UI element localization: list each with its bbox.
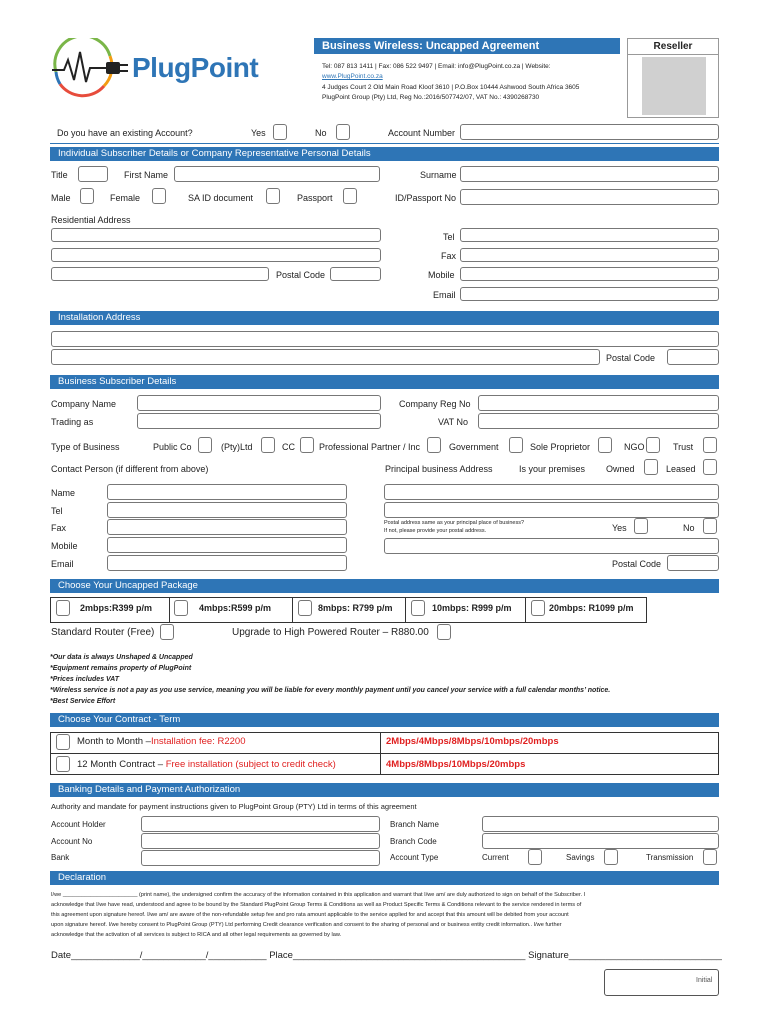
declaration-line-1: I/we ________________________ (print name), the undersigned confirm the accuracy of the information contained in this application and warrant that I/we am/ are duly authorized to sign on behalf of the Subscriber. I <box>51 892 586 898</box>
current-label: Current <box>482 853 509 862</box>
package-divider <box>405 598 406 622</box>
logo <box>50 38 310 98</box>
leased-checkbox[interactable] <box>703 459 717 475</box>
account-holder-input[interactable] <box>141 816 380 832</box>
declaration-line-5: acknowledge that the activation of all services is subject to RICA and all other legal requirements as governed by law. <box>51 932 342 938</box>
contact-tel-label: Tel <box>51 506 63 516</box>
section-individual: Individual Subscriber Details or Company Representative Personal Details <box>50 147 719 161</box>
account-holder-label: Account Holder <box>51 820 106 829</box>
standard-router-label: Standard Router (Free) <box>51 627 155 638</box>
business-postal-code-input[interactable] <box>667 555 719 571</box>
existing-account-yes-checkbox[interactable] <box>273 124 287 140</box>
id-passport-no-input[interactable] <box>460 189 719 205</box>
postal-address-line-1[interactable] <box>384 538 719 554</box>
postal-same-yes-checkbox[interactable] <box>634 518 648 534</box>
leased-label: Leased <box>666 464 696 474</box>
postal-same-yes-label: Yes <box>612 523 627 533</box>
type-pty-ltd-label: (Pty)Ltd <box>221 442 253 452</box>
page-title: Business Wireless: Uncapped Agreement <box>322 40 540 52</box>
sa-id-label: SA ID document <box>188 193 254 203</box>
package-8mbps-checkbox[interactable] <box>298 600 312 616</box>
mobile-label: Mobile <box>428 270 455 280</box>
contact-email-input[interactable] <box>107 555 347 571</box>
12-month-text: 12 Month Contract – <box>77 759 166 770</box>
12-month-checkbox[interactable] <box>56 756 70 772</box>
company-name-label: Company Name <box>51 399 117 409</box>
postal-same-note-1: Postal address same as your principal place of business? <box>384 520 525 526</box>
contact-name-label: Name <box>51 488 76 498</box>
package-2mbps-checkbox[interactable] <box>56 600 70 616</box>
package-10mbps-checkbox[interactable] <box>411 600 425 616</box>
12-month-fee: Free installation (subject to credit check) <box>165 759 336 770</box>
note-3: *Prices includes VAT <box>50 676 119 683</box>
note-1: *Our data is always Unshaped & Uncapped <box>50 654 193 661</box>
postal-code-label: Postal Code <box>276 270 326 280</box>
existing-account-yes-label: Yes <box>251 128 266 138</box>
reseller-box[interactable] <box>627 38 719 118</box>
type-cc-label: CC <box>282 442 295 452</box>
contact-email-label: Email <box>51 559 74 569</box>
upgrade-router-label: Upgrade to High Powered Router – R880.00 <box>232 627 429 638</box>
branch-code-input[interactable] <box>482 833 719 849</box>
fax-label: Fax <box>441 251 457 261</box>
contact-name-input[interactable] <box>107 484 347 500</box>
contact-fax-label: Fax <box>51 523 67 533</box>
branch-code-label: Branch Code <box>390 837 437 846</box>
type-sole-proprietor-label: Sole Proprietor <box>530 442 591 452</box>
savings-checkbox[interactable] <box>604 849 618 865</box>
title-input[interactable] <box>78 166 108 182</box>
type-of-business-label: Type of Business <box>51 442 120 452</box>
package-divider <box>169 598 170 622</box>
account-number-input[interactable] <box>460 124 719 140</box>
12-month-label <box>77 759 336 771</box>
reseller-label-bar <box>628 39 718 55</box>
branch-name-label: Branch Name <box>390 820 439 829</box>
package-8mbps-label: 8mbps: R799 p/m <box>318 603 393 613</box>
divider <box>50 143 719 144</box>
date-place-signature-line[interactable]: Date_____________/____________/___________ Place____________________________________________ Signature_____________________________ <box>51 950 722 961</box>
month-to-month-checkbox[interactable] <box>56 734 70 750</box>
residential-address-line-2[interactable] <box>51 248 381 262</box>
male-checkbox[interactable] <box>80 188 94 204</box>
company-reg-label: Company Reg No <box>399 399 471 409</box>
passport-label: Passport <box>297 193 333 203</box>
type-trust-checkbox[interactable] <box>703 437 717 453</box>
bank-label: Bank <box>51 853 70 862</box>
account-number-label: Account Number <box>388 128 456 138</box>
type-sole-proprietor-checkbox[interactable] <box>598 437 612 453</box>
sa-id-checkbox[interactable] <box>266 188 280 204</box>
contact-tel-input[interactable] <box>107 502 347 518</box>
installation-address-line-2[interactable] <box>51 349 600 365</box>
first-name-label: First Name <box>124 170 169 180</box>
section-contract: Choose Your Contract - Term <box>50 713 719 727</box>
surname-label: Surname <box>420 170 457 180</box>
postal-same-note-2: If not, please provide your postal address. <box>384 528 487 534</box>
12-month-speeds: 4Mbps/8Mbps/10Mbps/20mbps <box>386 759 526 770</box>
package-20mbps-label: 20mbps: R1099 p/m <box>549 603 634 613</box>
contact-mobile-input[interactable] <box>107 537 347 553</box>
account-no-label: Account No <box>51 837 93 846</box>
standard-router-checkbox[interactable] <box>160 624 174 640</box>
package-10mbps-label: 10mbps: R999 p/m <box>432 603 512 613</box>
principal-address-line-1[interactable] <box>384 484 719 500</box>
type-public-co-label: Public Co <box>153 442 192 452</box>
contact-line-3: 4 Judges Court 2 Old Main Road Kloof 3610 | P.O.Box 10444 Ashwood South Africa 3605 <box>322 84 580 91</box>
account-type-label: Account Type <box>390 853 439 862</box>
postal-code-input[interactable] <box>330 267 381 281</box>
month-to-month-fee: Installation fee: R2200 <box>150 736 246 747</box>
type-ngo-label: NGO <box>624 442 645 452</box>
type-professional-checkbox[interactable] <box>427 437 441 453</box>
residential-address-line-1[interactable] <box>51 228 381 242</box>
postal-same-no-label: No <box>683 523 695 533</box>
surname-input[interactable] <box>460 166 719 182</box>
email-label: Email <box>433 290 456 300</box>
initial-label: Initial <box>696 977 713 984</box>
id-passport-no-label: ID/Passport No <box>395 193 457 203</box>
transmission-label: Transmission <box>646 853 694 862</box>
header-title-bar <box>314 38 620 54</box>
vat-no-label: VAT No <box>438 417 469 427</box>
existing-account-no-checkbox[interactable] <box>336 124 350 140</box>
package-2mbps-label: 2mbps:R399 p/m <box>80 603 153 613</box>
type-professional-label: Professional Partner / Inc <box>319 442 421 452</box>
note-4: *Wireless service is not a pay as you use service, meaning you will be liable for every monthly payment until you cancel your service with a full calendar months’ notice. <box>50 687 611 694</box>
postal-same-no-checkbox[interactable] <box>703 518 717 534</box>
month-to-month-speeds: 2Mbps/4Mbps/8Mbps/10mbps/20mbps <box>386 736 559 747</box>
vat-no-input[interactable] <box>478 413 719 429</box>
note-5: *Best Service Effort <box>50 698 116 705</box>
tel-label: Tel <box>443 232 455 242</box>
section-business: Business Subscriber Details <box>50 375 719 389</box>
installation-address-line-1[interactable] <box>51 331 719 347</box>
existing-account-question: Do you have an existing Account? <box>57 128 193 138</box>
existing-account-no-label: No <box>315 128 327 138</box>
section-banking: Banking Details and Payment Authorization <box>50 783 719 797</box>
title-label: Title <box>51 170 68 180</box>
female-label: Female <box>110 193 141 203</box>
package-divider <box>525 598 526 622</box>
contact-line-1: Tel: 087 813 1411 | Fax: 086 522 9497 | Email: info@PlugPoint.co.za | Website: <box>322 63 551 70</box>
female-checkbox[interactable] <box>152 188 166 204</box>
upgrade-router-checkbox[interactable] <box>437 624 451 640</box>
declaration-line-4: upon signature hereof. I/we hereby consent to PlugPoint Group (PTY) Ltd performing Credit clearance verification and consent to the sharing of personal and or business entity credit information.. I/we further <box>51 922 562 928</box>
owned-label: Owned <box>606 464 635 474</box>
package-divider <box>292 598 293 622</box>
business-postal-code-label: Postal Code <box>612 559 662 569</box>
bank-input[interactable] <box>141 850 380 866</box>
current-checkbox[interactable] <box>528 849 542 865</box>
passport-checkbox[interactable] <box>343 188 357 204</box>
principal-address-label: Principal business Address <box>385 464 493 474</box>
account-no-input[interactable] <box>141 833 380 849</box>
type-ngo-checkbox[interactable] <box>646 437 660 453</box>
type-government-checkbox[interactable] <box>509 437 523 453</box>
section-installation: Installation Address <box>50 311 719 325</box>
declaration-line-3: this agreement upon signature hereof. I/we am/ are aware of the non-refundable setup fee and pro rata amount applicable to the service applied for and accept that this amount will be debited from your account <box>51 912 569 918</box>
fax-input[interactable] <box>460 248 719 262</box>
reseller-field[interactable] <box>642 57 706 115</box>
branch-name-input[interactable] <box>482 816 719 832</box>
note-2: *Equipment remains property of PlugPoint <box>50 665 192 672</box>
first-name-input[interactable] <box>174 166 380 182</box>
declaration-line-2: acknowledge that I/we have read, understood and agree to be bound by the Standard PlugPoint Group Terms & Conditions as well as Product Specific Terms & Conditions relevant to the service rendered in terms of <box>51 902 582 908</box>
trading-as-input[interactable] <box>137 413 381 429</box>
package-4mbps-label: 4mbps:R599 p/m <box>199 603 272 613</box>
banking-intro: Authority and mandate for payment instructions given to PlugPoint Group (PTY) Ltd in terms of this agreement <box>51 802 417 811</box>
male-label: Male <box>51 193 71 203</box>
logo-text: PlugPoint <box>132 52 259 83</box>
premises-label: Is your premises <box>519 464 586 474</box>
trading-as-label: Trading as <box>51 417 94 427</box>
type-pty-ltd-checkbox[interactable] <box>261 437 275 453</box>
residential-address-line-3[interactable] <box>51 267 269 281</box>
plug-wave-icon <box>50 38 132 98</box>
type-government-label: Government <box>449 442 499 452</box>
principal-address-line-2[interactable] <box>384 502 719 518</box>
transmission-checkbox[interactable] <box>703 849 717 865</box>
month-to-month-label <box>77 736 245 748</box>
contact-mobile-label: Mobile <box>51 541 78 551</box>
contract-row-divider <box>50 753 719 754</box>
contact-fax-input[interactable] <box>107 519 347 535</box>
section-declaration: Declaration <box>50 871 719 885</box>
type-cc-checkbox[interactable] <box>300 437 314 453</box>
installation-postal-code-input[interactable] <box>667 349 719 365</box>
installation-postal-code-label: Postal Code <box>606 353 656 363</box>
residential-address-label: Residential Address <box>51 215 131 225</box>
email-input[interactable] <box>460 287 719 301</box>
company-reg-input[interactable] <box>478 395 719 411</box>
savings-label: Savings <box>566 853 595 862</box>
tel-input[interactable] <box>460 228 719 242</box>
contact-line-4: PlugPoint Group (Pty) Ltd, Reg No.:2016/507742/07, VAT No.: 4390268730 <box>322 94 540 101</box>
type-trust-label: Trust <box>673 442 694 452</box>
company-name-input[interactable] <box>137 395 381 411</box>
contract-col-divider <box>380 732 381 775</box>
owned-checkbox[interactable] <box>644 459 658 475</box>
type-public-co-checkbox[interactable] <box>198 437 212 453</box>
website-link[interactable]: www.PlugPoint.co.za <box>322 73 383 80</box>
section-package: Choose Your Uncapped Package <box>50 579 719 593</box>
contact-person-label: Contact Person (if different from above) <box>51 464 209 474</box>
reseller-label: Reseller <box>653 41 693 52</box>
mobile-input[interactable] <box>460 267 719 281</box>
month-to-month-text: Month to Month – <box>77 736 151 747</box>
package-4mbps-checkbox[interactable] <box>174 600 188 616</box>
package-20mbps-checkbox[interactable] <box>531 600 545 616</box>
